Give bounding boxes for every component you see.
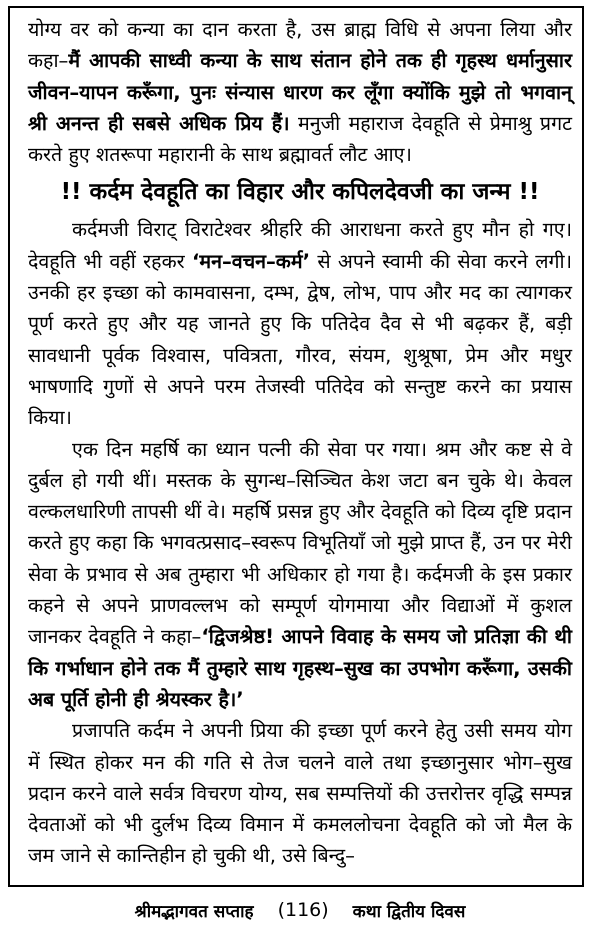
- paragraph-2-start: कर्दमजी विराट् विराटेश्वर श्रीहरि की आराधना करते हुए मौन हो गए। देवहूति भी वहीं रहकर: [28, 218, 572, 273]
- paragraph-2-bold: ‘मन–वचन–कर्म’: [191, 249, 311, 273]
- paragraph-3: [28, 434, 572, 716]
- page-number: (116): [277, 899, 329, 921]
- paragraph-1-tail: मनुजी महाराज देवहूति से प्रेमाश्रु प्रगट करते हुए शतरूपा महारानी के साथ ब्रह्मावर्त लौट आए।: [28, 111, 572, 167]
- paragraph-1: [28, 14, 572, 170]
- section-heading: !! कर्दम देवहूति का विहार और कपिलदेवजी का जन्म !!: [60, 179, 540, 206]
- paragraph-1-text: योग्य वर को कन्या का दान करता है, उस ब्राह्म विधि से अपना लिया और कहा–: [28, 18, 572, 73]
- footer-book-title: श्रीमद्भागवत सप्ताह: [134, 901, 254, 922]
- text-frame: [8, 6, 584, 887]
- footer-chapter: कथा द्वितीय दिवस: [352, 901, 466, 922]
- paragraph-3-bold: ‘द्विजश्रेष्ठ! आपने विवाह के समय जो प्रतिज्ञा की थी कि गर्भाधान होने तक मैं तुम्हारे साथ गृहस्थ–सुख का उपभोग करूँगा, उसकी अब पूर्ति होनी ही श्रेयस्कर है।’: [28, 625, 572, 711]
- paragraph-3-text: एक दिन महर्षि का ध्यान पत्नी की सेवा पर गया। श्रम और कष्ट से वे दुर्बल हो गयी थीं। मस्तक के सुगन्ध–सिञ्चित केश जटा बन चुके थे। केवल वल्कलधारिणी तापसी थीं वे। महर्षि प्रसन्न हुए और देवहूति को दिव्य दृष्टि प्रदान करते हुए कहा कि भगवत्प्रसाद–स्वरूप विभूतियाँ जो मुझे प्राप्त हैं, उन पर मेरी सेवा के प्रभाव से अब तुम्हारा भी अधिकार हो गया है। कर्दमजी के इस प्रकार कहने से अपने प्राणवल्लभ को सम्पूर्ण योगमाया और विद्याओं में कुशल जानकर देवहूति ने कहा–: [28, 437, 572, 649]
- paragraph-1-bold: मैं आपकी साध्वी कन्या के साथ संतान होने तक ही गृहस्थ धर्मानुसार जीवन–यापन करूँगा, पुनः संन्यास धारण कर लूँगा क्योंकि मुझे तो भगवान् श्री अनन्त ही सबसे अधिक प्रिय हैं।: [28, 49, 572, 135]
- paragraph-4: प्रजापति कर्दम ने अपनी प्रिया की इच्छा पूर्ण करने हेतु उसी समय योग में स्थित होकर मन की गति से तेज चलने वाले तथा इच्छानुसार भोग–सुख प्रदान करने वाले सर्वत्र विचरण योग्य, सब सम्पत्तियों की उत्तरोत्तर वृद्धि सम्पन्न देवताओं को भी दुर्लभ दिव्य विमान में कमललोचना देवहूति को जो मैल के जम जाने से कान्तिहीन हो चुकी थी, उसे बिन्दु–: [28, 719, 572, 868]
- page-footer: [0, 890, 600, 930]
- paragraph-2-rest: से अपने स्वामी की सेवा करने लगी। उनकी हर इच्छा को कामवासना, दम्भ, द्वेष, लोभ, पाप और मद का त्यागकर पूर्ण करते हुए और यह जानते हुए कि पतिदेव दैव से भी बढ़कर हैं, बड़ी सावधानी पूर्वक विश्वास, पवित्रता, गौरव, संयम, शुश्रूषा, प्रेम और मधुर भाषणादि गुणों से अपने परम तेजस्वी पतिदेव को सन्तुष्ट करने का प्रयास किया।: [28, 249, 573, 430]
- paragraph-2: [28, 214, 572, 433]
